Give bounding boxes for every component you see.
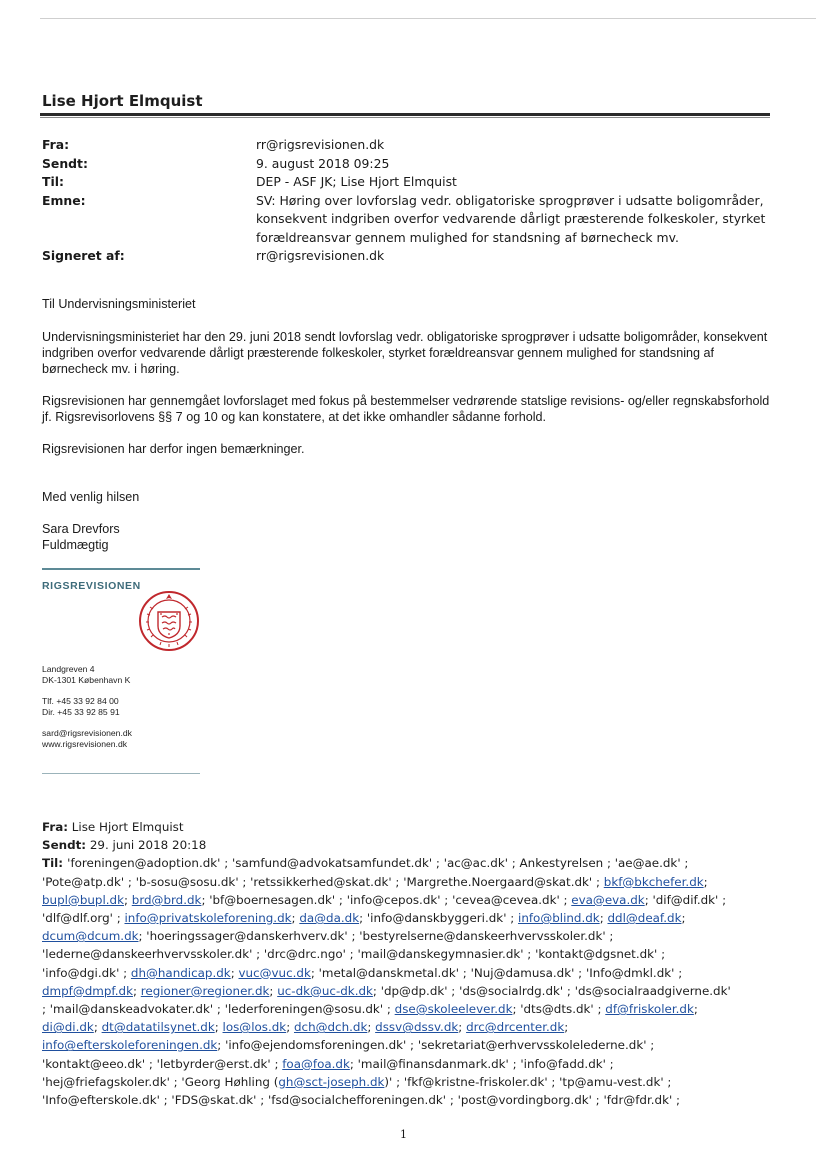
header-divider	[40, 113, 770, 116]
paragraph-3: Rigsrevisionen har derfor ingen bemærkninger.	[42, 442, 305, 456]
recipient-line	[42, 1000, 802, 1018]
recipient-text: ; 'bf@boernesagen.dk' ; 'info@cepos.dk' ; 'cevea@cevea.dk' ;	[201, 892, 572, 907]
recipient-text: ;	[214, 1020, 223, 1035]
recipient-text: ;	[230, 965, 239, 980]
recipient-line	[42, 909, 802, 927]
recipient-email-link[interactable]: dssv@dssv.dk	[375, 1020, 459, 1035]
subject-value: SV: Høring over lovforslag vedr. obligatoriske sprogprøver i udsatte boligområder, konsekvent indgriben overfor vedvarende dårligt præsterende folkeskoler, styrket forældreansvar gennem mulighed for standsning af børnecheck mv.	[256, 192, 766, 245]
recipient-text: 'lederne@danskeerhvervsskoler.dk' ; 'drc@drc.ngo' ; 'mail@danskegymnasier.dk' ; 'kontakt@dgsnet.dk' ;	[42, 947, 666, 962]
forwarded-sent-value: 29. juni 2018 20:18	[89, 838, 207, 853]
recipient-line	[42, 982, 802, 1000]
org-logo-text: RIGSREVISIONEN	[42, 580, 141, 592]
recipient-text: ;	[564, 1020, 569, 1035]
greeting: Til Undervisningsministeriet	[42, 297, 196, 311]
recipient-email-link[interactable]: dh@handicap.dk	[130, 965, 231, 980]
from-row	[42, 136, 782, 155]
recipient-line	[42, 854, 802, 872]
to-row	[42, 173, 782, 192]
forwarded-from-value: Lise Hjort Elmquist	[71, 820, 184, 834]
recipient-line	[42, 1036, 802, 1054]
recipient-line	[42, 891, 802, 909]
direct-phone-line: Dir. +45 33 92 85 91	[42, 707, 120, 717]
forwarded-header	[42, 818, 802, 1109]
recipient-text: ; 'mail@finansdanmark.dk' ; 'info@fadd.dk' ;	[349, 1056, 614, 1071]
recipient-email-link[interactable]: ddl@deaf.dk	[607, 911, 682, 926]
to-label: Til:	[42, 174, 64, 189]
forwarded-from-row	[42, 818, 802, 836]
forwarded-from-label: Fra:	[42, 820, 69, 834]
signed-by-label: Signeret af:	[42, 248, 125, 263]
recipient-email-link[interactable]: dse@skoleelever.dk	[394, 1002, 513, 1017]
signature-email[interactable]: sard@rigsrevisionen.dk	[42, 728, 132, 738]
recipient-line	[42, 1091, 802, 1109]
recipient-text: 'Info@efterskole.dk' ; 'FDS@skat.dk' ; 'fsd@socialchefforeningen.dk' ; 'post@vordingborg.dk' ; 'fdr@fdr.dk' ;	[42, 1093, 681, 1108]
closing: Med venlig hilsen	[42, 490, 140, 504]
recipient-email-link[interactable]: dmpf@dmpf.dk	[42, 983, 133, 998]
recipient-text: 'info@dgi.dk' ;	[42, 965, 131, 980]
signer-name: Sara Drevfors	[42, 522, 120, 536]
recipient-text: ;	[286, 1020, 294, 1035]
from-value: rr@rigsrevisionen.dk	[256, 137, 385, 152]
recipient-line	[42, 964, 802, 982]
recipient-line	[42, 873, 802, 891]
recipient-text: ;	[123, 892, 132, 907]
recipient-text: 'foreningen@adoption.dk' ; 'samfund@advokatsamfundet.dk' ; 'ac@ac.dk' ; Ankestyrelsen ; 'ae@ae.dk' ;	[67, 856, 689, 871]
paragraph-1: Undervisningsministeriet har den 29. juni 2018 sendt lovforslag vedr. obligatoriske sprogprøver i udsatte boligområder, konsekvent indgriben overfor vedvarende dårligt præsterende folkeskoler, styrket forældreansvar gennem mulighed for standsning af børnecheck mv. i høring.	[42, 330, 768, 376]
recipient-email-link[interactable]: di@di.dk	[42, 1020, 94, 1035]
page-number: 1	[400, 1128, 407, 1141]
subject-label: Emne:	[42, 192, 86, 208]
forwarded-sent-label: Sendt:	[42, 838, 87, 853]
from-label: Fra:	[42, 137, 70, 152]
recipient-line	[42, 1018, 802, 1036]
recipient-list	[42, 854, 802, 1109]
signed-by-value: rr@rigsrevisionen.dk	[256, 248, 385, 263]
recipient-email-link[interactable]: info@blind.dk	[518, 911, 600, 926]
forwarded-sent-row	[42, 836, 802, 854]
recipient-text: ; 'metal@danskmetal.dk' ; 'Nuj@damusa.dk' ; 'Info@dmkl.dk' ;	[310, 965, 683, 980]
recipient-email-link[interactable]: dcum@dcum.dk	[42, 929, 139, 944]
recipient-email-link[interactable]: drc@drcenter.dk	[466, 1020, 565, 1035]
recipient-email-link[interactable]: los@los.dk	[222, 1020, 287, 1035]
recipient-text: ;	[367, 1020, 376, 1035]
recipient-email-link[interactable]: dt@datatilsynet.dk	[101, 1020, 215, 1035]
to-value: DEP - ASF JK; Lise Hjort Elmquist	[256, 174, 457, 189]
recipient-email-link[interactable]: regioner@regioner.dk	[140, 983, 270, 998]
recipient-text: ;	[132, 983, 141, 998]
recipient-text: 'hej@friefagskoler.dk' ; 'Georg Høhling (	[42, 1074, 279, 1089]
top-divider	[40, 18, 816, 19]
recipient-text: 'Pote@atp.dk' ; 'b-sosu@sosu.dk' ; 'retssikkerhed@skat.dk' ; 'Margrethe.Noergaard@skat.dk' ;	[42, 874, 604, 889]
recipient-email-link[interactable]: df@friskoler.dk	[605, 1002, 694, 1017]
paragraph-2: Rigsrevisionen har gennemgået lovforslaget med fokus på bestemmelser vedrørende statslige revisions- og/eller regnskabsforhold jf. Rigsrevisorlovens §§ 7 og 10 og kan konstatere, at det ikke omhandler sådanne forhold.	[42, 394, 770, 424]
recipient-email-link[interactable]: brd@brd.dk	[131, 892, 202, 907]
recipient-text: ; 'dif@dif.dk' ;	[644, 892, 727, 907]
recipient-email-link[interactable]: bupl@bupl.dk	[42, 892, 124, 907]
address-line-1: Landgreven 4	[42, 664, 95, 674]
seal-icon	[138, 590, 200, 652]
recipient-text: ; 'info@ejendomsforeningen.dk' ; 'sekretariat@erhvervsskolelederne.dk' ;	[217, 1038, 655, 1053]
recipient-text: ;	[269, 983, 278, 998]
recipient-email-link[interactable]: da@da.dk	[299, 911, 360, 926]
recipient-text: ;	[693, 1002, 698, 1017]
recipient-text: )' ; 'fkf@kristne-friskoler.dk' ; 'tp@amu-vest.dk' ;	[384, 1074, 672, 1089]
recipient-email-link[interactable]: info@privatskoleforening.dk	[124, 911, 292, 926]
recipient-text: ; 'hoeringssager@danskerhverv.dk' ; 'bestyrelserne@danskeerhvervsskoler.dk' ;	[138, 929, 614, 944]
signature-website[interactable]: www.rigsrevisionen.dk	[42, 739, 128, 749]
recipient-text: ;	[703, 874, 708, 889]
sender-name: Lise Hjort Elmquist	[42, 92, 203, 110]
recipient-text: ;	[681, 911, 686, 926]
signer-block	[42, 521, 782, 553]
header-divider-thin	[40, 117, 770, 118]
subject-row	[42, 192, 782, 248]
sent-value: 9. august 2018 09:25	[256, 155, 390, 171]
signature-contact	[42, 664, 132, 750]
signature-divider-bottom	[42, 773, 200, 774]
recipient-text: ; 'info@danskbyggeri.dk' ;	[359, 911, 519, 926]
recipient-email-link[interactable]: gh@sct-joseph.dk	[278, 1074, 385, 1089]
recipient-text: ; 'mail@danskeadvokater.dk' ; 'lederforeningen@sosu.dk' ;	[42, 1002, 395, 1017]
recipient-email-link[interactable]: eva@eva.dk	[571, 892, 645, 907]
recipient-email-link[interactable]: dch@dch.dk	[293, 1020, 368, 1035]
recipient-email-link[interactable]: info@efterskoleforeningen.dk	[42, 1038, 218, 1053]
recipient-email-link[interactable]: uc-dk@uc-dk.dk	[277, 983, 373, 998]
recipient-line	[42, 945, 802, 963]
recipient-email-link[interactable]: bkf@bkchefer.dk	[603, 874, 704, 889]
recipient-line	[42, 927, 802, 945]
phone-line: Tlf. +45 33 92 84 00	[42, 696, 119, 706]
recipient-text: ; 'dp@dp.dk' ; 'ds@socialrdg.dk' ; 'ds@socialraadgiverne.dk'	[372, 983, 731, 998]
signature-divider-top	[42, 568, 200, 570]
recipient-line	[42, 1055, 802, 1073]
signed-by-row	[42, 247, 782, 266]
recipient-text: 'dlf@dlf.org' ;	[42, 911, 125, 926]
signer-title: Fuldmægtig	[42, 538, 109, 552]
recipient-line	[42, 1073, 802, 1091]
address-line-2: DK-1301 København K	[42, 675, 131, 685]
forwarded-to-label: Til:	[42, 856, 68, 871]
recipient-email-link[interactable]: foa@foa.dk	[282, 1056, 350, 1071]
recipient-text: ;	[599, 911, 608, 926]
recipient-text: ; 'dts@dts.dk' ;	[512, 1002, 606, 1017]
recipient-text: 'kontakt@eeo.dk' ; 'letbyrder@erst.dk' ;	[42, 1056, 283, 1071]
recipient-email-link[interactable]: vuc@vuc.dk	[238, 965, 311, 980]
recipient-text: ;	[93, 1020, 102, 1035]
recipient-text: ;	[458, 1020, 467, 1035]
sent-row	[42, 155, 782, 174]
recipient-text: ;	[291, 911, 300, 926]
sent-label: Sendt:	[42, 155, 88, 171]
email-header-fields	[42, 136, 782, 266]
